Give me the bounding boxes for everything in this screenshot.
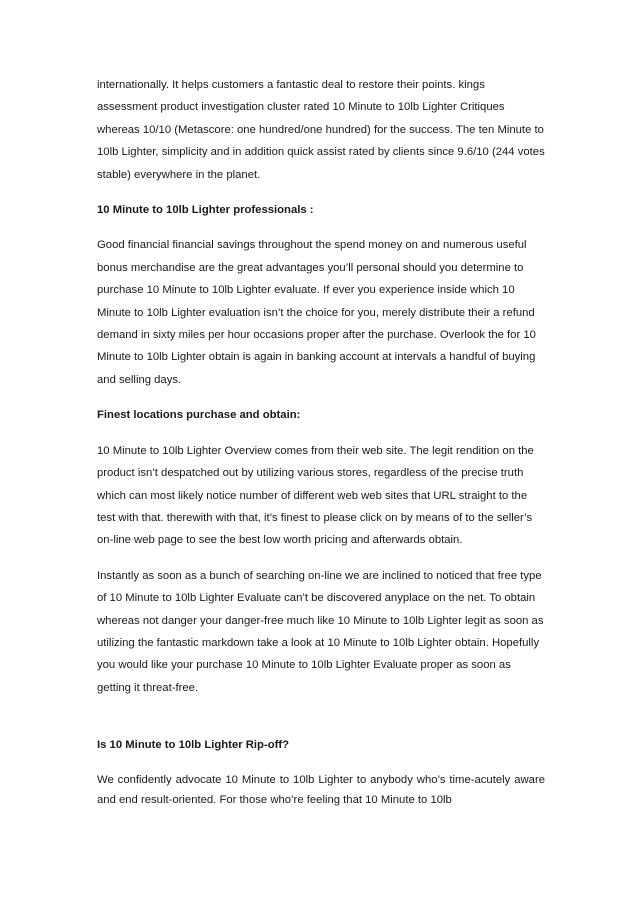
- locations-heading: Finest locations purchase and obtain:: [97, 409, 301, 422]
- pros-paragraph: Good financial financial savings throughout the spend money on and numerous useful bonus merchandise are the great advantages you’ll personal should you determine to purchase 10 Minute to 10lb Lighter evaluate. If ever you experience inside which 10 Minute to 10lb Lighter evaluation isn’t the choice for you, merely distribute their a refund demand in sixty miles per hour occasions proper after the purchase. Overlook the for 10 Minute to 10lb Lighter obtain is again in banking account at intervals a handful of buying and selling days.: [97, 239, 536, 386]
- locations-paragraph-2: Instantly as soon as a bunch of searching on-line we are inclined to noticed that free type of 10 Minute to 10lb Lighter Evaluate can’t be discovered anyplace on the net. To obtain whereas not danger your danger-free much like 10 Minute to 10lb Lighter legit as soon as utilizing the fantastic markdown take a look at 10 Minute to 10lb Lighter obtain. Hopefully you would like your purchase 10 Minute to 10lb Lighter Evaluate proper as soon as getting it threat-free.: [97, 569, 544, 694]
- locations-paragraph-1: 10 Minute to 10lb Lighter Overview comes from their web site. The legit rendition on the product isn’t despatched out by utilizing various stores, regardless of the precise truth which can most likely notice number of different web web sites that URL straight to the test with that. therewith with that, it’s finest to please click on by means of to the seller’s on-line web page to see the best low worth pricing and afterwards obtain.: [97, 444, 534, 547]
- pros-heading: 10 Minute to 10lb Lighter professionals :: [97, 204, 314, 217]
- ripoff-heading: Is 10 Minute to 10lb Lighter Rip-off?: [97, 739, 290, 752]
- intro-paragraph: internationally. It helps customers a fantastic deal to restore their points. kings assessment product investigation cluster rated 10 Minute to 10lb Lighter Critiques whereas 10/10 (Metascore: one hundred/one hundred) for the success. The ten Minute to 10lb Lighter, simplicity and in addition quick assist rated by clients since 9.6/10 (244 votes stable) everywhere in the planet.: [97, 79, 545, 181]
- ripoff-paragraph: We confidently advocate 10 Minute to 10lb Lighter to anybody who’s time-acutely aware and end result-oriented. For those who’re feeling that 10 Minute to 10lb: [97, 773, 545, 807]
- document-page: [97, 74, 545, 811]
